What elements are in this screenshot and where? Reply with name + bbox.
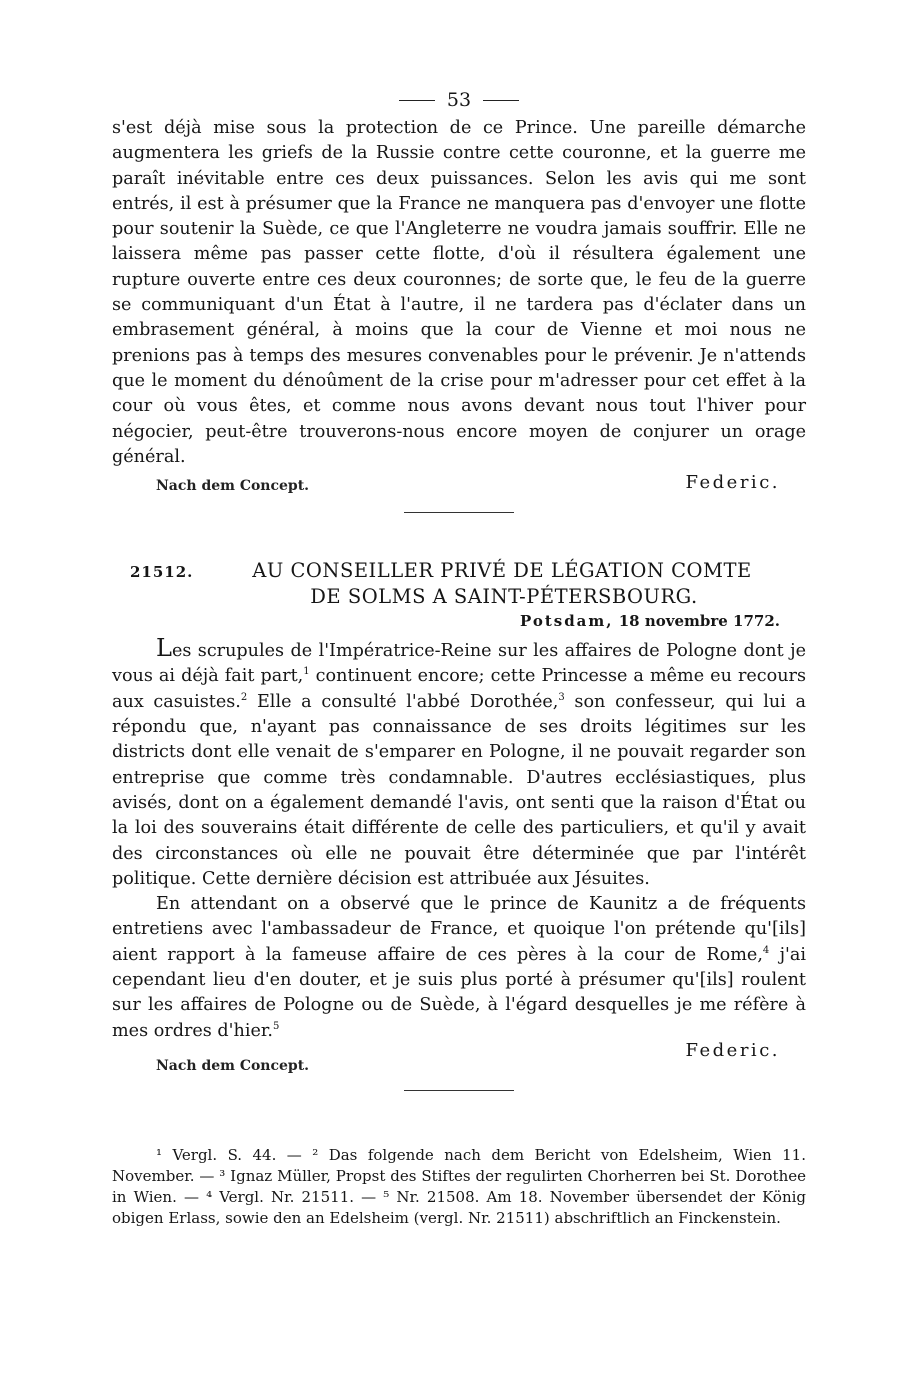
footnotes: ¹ Vergl. S. 44. — ² Das folgende nach dem Bericht von Edelsheim, Wien 11. November. — ³ Ignaz Müller, Propst des Stiftes der regulirten Chorherren bei St. Dorothee in Wien. — ⁴ Vergl. Nr. 21511. — ⁵ Nr. 21508. Am 18. November übersendet der König obigen Erlass, sowie den an Edelsheim (vergl. Nr. 21511) abschriftlich an Finckenstein.	[112, 1145, 806, 1227]
footnote-ref: 4	[762, 944, 770, 956]
letter2-paragraph-1	[112, 636, 806, 892]
paragraph-text: son confesseur, qui lui a répondu que, n'ayant pas connaissance de ses droits légitimes sur les districts dont elle venait de s'emparer en Pologne, il ne pouvait regarder son entreprise que comme très condamnable. D'autres ecclésiastiques, plus avisés, dont on a également demandé l'avis, ont senti que la raison d'État ou la loi des souverains était différente de celle des particuliers, et qu'il y avait des circonstances où elle ne pouvait être déterminée que par l'intérêt politique. Cette dernière décision est attribuée aux Jésuites.	[112, 691, 806, 889]
paragraph-text: Elle a consulté l'abbé Dorothée,	[247, 691, 559, 712]
letter2-title-line1: AU CONSEILLER PRIVÉ DE LÉGATION COMTE	[252, 559, 752, 583]
footnote-ref: 5	[272, 1020, 280, 1032]
letter2-dateline	[112, 612, 780, 630]
header-dash-right	[483, 100, 519, 101]
letter2-date: 18 novembre 1772.	[618, 612, 780, 631]
paragraph-text: j'ai cependant lieu d'en douter, et je suis plus porté à présumer qu'[ils] roulent sur les affaires de Pologne ou de Suède, à l'égard desquelles je me réfère à mes ordres d'hier.	[112, 944, 806, 1041]
footnote-ref: 3	[558, 691, 565, 703]
letter2-title-line2: DE SOLMS A SAINT-PÉTERSBOURG.	[310, 585, 698, 609]
letter2-number: 21512.	[130, 563, 194, 582]
paragraph-text: En attendant on a observé que le prince de Kaunitz a de fréquents entretiens avec l'ambassadeur de France, et quoique l'on prétende qu'[ils] aient rapport à la fameuse affaire de ces pères à la cour de Rome,	[112, 894, 806, 965]
footnote-ref: 2	[240, 691, 248, 703]
header-dash-left	[399, 100, 435, 101]
footnote-ref: 1	[303, 666, 310, 678]
page-number-header	[112, 84, 806, 116]
paragraph-text: es scrupules de l'Impératrice-Reine sur les affaires de Pologne dont je vous ai déjà fait part,	[112, 641, 806, 687]
document-page	[112, 84, 806, 1229]
letter1-body: s'est déjà mise sous la protection de ce Prince. Une pareille démarche augmentera les griefs de la Russie contre cette couronne, et la guerre me paraît inévitable entre ces deux puissances. Selon les avis qui me sont entrés, il est à présumer que la France ne manquera pas d'envoyer une flotte pour soutenir la Suède, ce que l'Angleterre ne voudra jamais souffrir. Elle ne laissera même pas passer cette flotte, d'où il résultera également une rupture ouverte entre ces deux couronnes; de sorte que, le feu de la guerre se communiquant d'un État à l'autre, il ne tardera pas d'éclater dans un embrasement général, à moins que la cour de Vienne et moi nous ne prenions pas à temps des mesures convenables pour le prévenir. Je n'attends que le moment du dénoûment de la crise pour m'adresser pour cet effet à la cour où vous êtes, et comme nous avons devant nous tout l'hiver pour négocier, peut-être trouverons-nous encore moyen de conjurer un orage général.	[112, 118, 806, 467]
page-number: 53	[446, 89, 472, 111]
letter1-source: Nach dem Concept.	[156, 478, 310, 495]
paragraph-text: continuent encore; cette Princesse a même eu recours aux casuistes.	[112, 666, 806, 712]
letter2-paragraph-2	[112, 892, 806, 1044]
drop-cap: L	[156, 634, 172, 663]
letter2-heading	[112, 557, 806, 584]
letter2-footer	[112, 1040, 806, 1074]
letter2-source: Nach dem Concept.	[156, 1057, 310, 1074]
letter1-signature: Federic.	[685, 472, 780, 494]
letter2-signature: Federic.	[685, 1039, 780, 1061]
letter2-place: Potsdam,	[519, 612, 614, 631]
letter1-footer	[112, 472, 806, 494]
